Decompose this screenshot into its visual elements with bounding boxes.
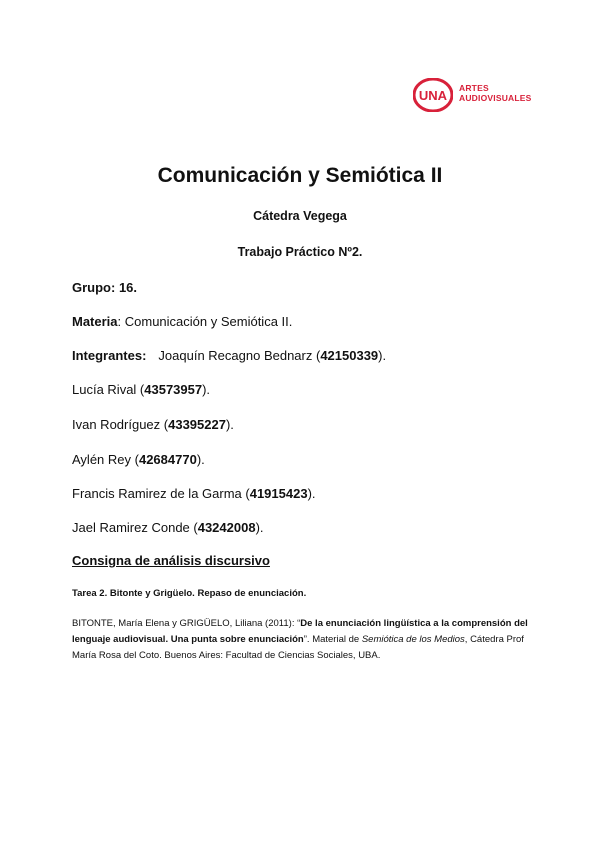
una-badge-icon [413, 78, 453, 112]
integrantes-label: Integrantes [72, 348, 143, 363]
consigna-heading: Consigna de análisis discursivo [72, 553, 270, 568]
logo-line-1: ARTES [459, 83, 489, 93]
bibliographic-reference [72, 616, 532, 664]
grupo-label: Grupo [72, 280, 111, 295]
member-name: Ivan Rodríguez ( [72, 417, 169, 432]
ref-end: , Cátedra Prof María Rosa del Coto. Buenos Aires: Facultad de Ciencias Sociales, UBA. [72, 634, 524, 661]
member-end: ). [196, 452, 205, 467]
member-line [72, 417, 234, 432]
grupo-value: : 16. [111, 280, 138, 295]
integrantes-colon: : [142, 348, 147, 363]
una-logo [413, 78, 533, 118]
member-end: ). [378, 348, 387, 363]
member-id: 41915423 [249, 486, 308, 501]
ref-authors: BITONTE, María Elena y GRIGÜELO, Liliana (2011): “ [72, 618, 301, 629]
document-title: Comunicación y Semiótica II [157, 164, 443, 187]
svg-text:UNA: UNA [418, 88, 448, 103]
member-name: Lucía Rival ( [72, 382, 145, 397]
integrantes-line [72, 348, 386, 363]
ref-book: Semiótica de los Medios [361, 634, 465, 645]
member-line [72, 486, 316, 501]
member-id: 42684770 [138, 452, 197, 467]
member-id: 42150339 [320, 348, 379, 363]
member-end: ). [255, 520, 264, 535]
member-name: Francis Ramirez de la Garma ( [72, 486, 250, 501]
logo-line-2: AUDIOVISUALES [459, 93, 532, 103]
member-end: ). [225, 417, 234, 432]
ref-mid: ”. Material de [303, 634, 362, 645]
member-id: 43573957 [144, 382, 203, 397]
member-line [72, 520, 264, 535]
materia-line [72, 314, 292, 329]
materia-label: Materia [72, 314, 118, 329]
member-end: ). [202, 382, 211, 397]
trabajo-practico: Trabajo Práctico Nº2. [237, 245, 363, 259]
member-name: Joaquín Recagno Bednarz ( [158, 348, 321, 363]
member-line [72, 382, 210, 397]
member-end: ). [307, 486, 316, 501]
member-name: Aylén Rey ( [72, 452, 139, 467]
member-name: Jael Ramirez Conde ( [72, 520, 198, 535]
member-id: 43242008 [197, 520, 256, 535]
grupo-line [72, 280, 137, 295]
member-line [72, 452, 205, 467]
tarea-line: Tarea 2. Bitonte y Grigüelo. Repaso de enunciación. [72, 588, 307, 599]
member-id: 43395227 [168, 417, 226, 432]
catedra: Cátedra Vegega [253, 209, 347, 223]
materia-value: : Comunicación y Semiótica II. [117, 314, 293, 329]
ref-title: De la enunciación lingüística a la comprensión del lenguaje audiovisual. Una punta sobre enunciación [72, 618, 528, 645]
